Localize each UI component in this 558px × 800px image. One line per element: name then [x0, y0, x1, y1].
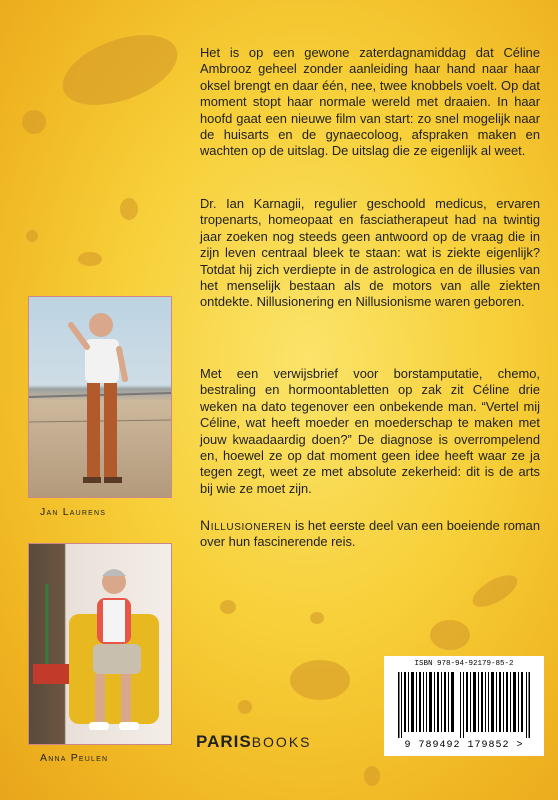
blurb-paragraph-2: Dr. Ian Karnagii, regulier geschoold medicus, ervaren tropenarts, homeopaat en fasciatherapeut had na twintig jaar zoeken nog steeds geen antwoord op de vraag die in zijn leven centraal bleek te staan: wat is ziekte eigenlijk? Totdat hij zich verdiepte in de astrologica en de illusies van het menselijk bestaan als de motors van alle ziekten ontdekte. Nillusionering en Nillusionisme waren geboren. — [200, 196, 540, 310]
book-title-inline: Nillusioneren — [200, 517, 292, 533]
decorative-blob — [310, 612, 324, 624]
blurb-paragraph-4-text: is het eerste deel van een boeiende roman over hun fascinerende reis. — [200, 518, 540, 550]
decorative-blob — [468, 569, 522, 613]
author-name-caption-1: Jan Laurens — [40, 506, 107, 518]
publisher-logo-part2: BOOKS — [251, 734, 312, 750]
author-photo-illustration — [29, 544, 171, 744]
blurb-paragraph-4 — [200, 517, 540, 551]
barcode-bars — [398, 672, 530, 738]
decorative-blob — [26, 230, 38, 242]
author-photo-anna-peulen — [28, 543, 172, 745]
decorative-blob — [22, 110, 46, 134]
decorative-blob — [238, 700, 252, 714]
publisher-logo — [196, 732, 312, 752]
decorative-blob — [290, 660, 350, 700]
decorative-blob — [120, 198, 138, 220]
author-photo-jan-laurens — [28, 296, 172, 498]
publisher-logo-part1: PARIS — [196, 732, 252, 751]
isbn-label: ISBN 978-94-92179-85-2 — [414, 660, 514, 668]
decorative-blob — [364, 766, 380, 786]
decorative-blob — [53, 21, 186, 118]
decorative-blob — [220, 600, 236, 614]
barcode-number: 9 789492 179852 > — [404, 740, 524, 751]
author-name-caption-2: Anna Peulen — [40, 752, 109, 764]
author-photo-illustration — [29, 297, 171, 497]
isbn-barcode — [384, 656, 544, 756]
decorative-blob — [78, 252, 102, 266]
blurb-paragraph-3: Met een verwijsbrief voor borstamputatie, chemo, bestraling en hormoontabletten op zak zit Céline drie weken na dato tegenover een onbekende man. “Vertel mij Céline, wat heeft moeder en moederschap te maken met jouw kwaadaardig doen?” De diagnose is overrompelend en, hoewel ze op dat moment geen idee heeft waar ze ja tegen zegt, weet ze met absolute zekerheid: dit is de arts bij wie ze moet zijn. — [200, 366, 540, 496]
decorative-blob — [430, 620, 470, 650]
blurb-paragraph-1: Het is op een gewone zaterdagnamiddag dat Céline Ambrooz geheel zonder aanleiding haar hand naar haar oksel brengt en daar één, nee, twee knobbels voelt. Op dat moment stopt haar normale wereld met draaien. In haar hoofd gaat een nieuwe film van start: zo snel mogelijk naar de huisarts en de gynaecoloog, afspraken maken en wachten op de uitslag. De uitslag die ze eigenlijk al weet. — [200, 45, 540, 159]
